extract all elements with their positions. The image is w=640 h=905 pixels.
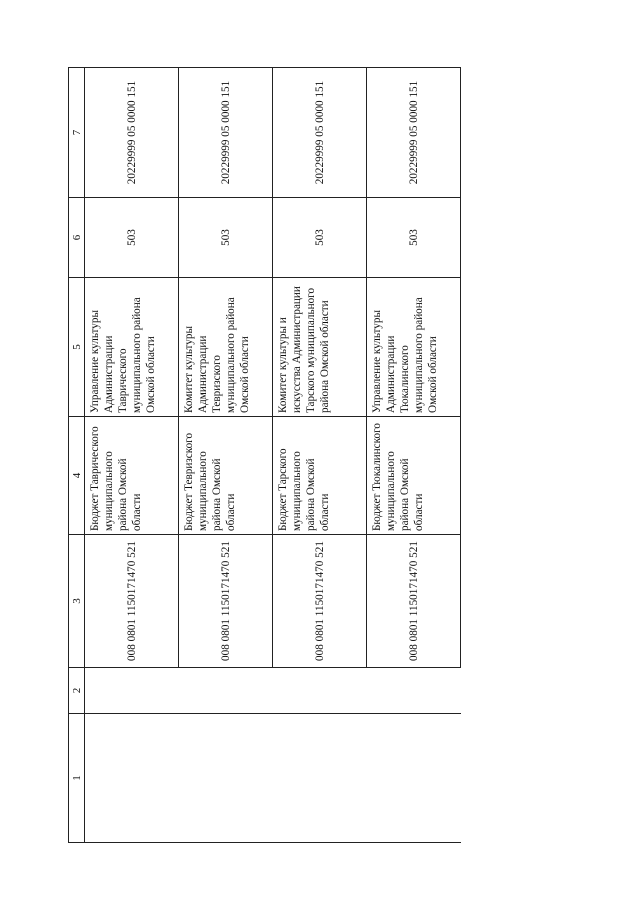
number-cell: 503: [273, 198, 367, 278]
recipient-cell: Управление культуры Администрации Тюкалинского муниципального района Омской области: [367, 278, 461, 417]
table-row: [85, 68, 179, 843]
code-cell: 008 0801 1150171470 521: [179, 535, 273, 668]
recipient-cell: Комитет культуры Администрации Тевризского муниципального района Омской области: [179, 278, 273, 417]
code-cell: 008 0801 1150171470 521: [273, 535, 367, 668]
code-cell: 008 0801 1150171470 521: [367, 535, 461, 668]
number-cell: 503: [85, 198, 179, 278]
budget-cell: Бюджет Тарского муниципального района Омской области: [273, 417, 367, 535]
empty-cell-col1: [85, 714, 461, 843]
kbk-cell: 20229999 05 0000 151: [85, 68, 179, 198]
budget-cell: Бюджет Тевризского муниципального района Омской области: [179, 417, 273, 535]
header-cell-2: 2: [69, 668, 85, 714]
header-cell-5: 5: [69, 278, 85, 417]
header-cell-7: 7: [69, 68, 85, 198]
header-row: [69, 68, 85, 843]
number-cell: 503: [367, 198, 461, 278]
number-cell: 503: [179, 198, 273, 278]
code-cell: 008 0801 1150171470 521: [85, 535, 179, 668]
budget-table: [68, 67, 461, 843]
header-cell-6: 6: [69, 198, 85, 278]
budget-cell: Бюджет Таврического муниципального района Омской области: [85, 417, 179, 535]
budget-cell: Бюджет Тюкалинского муниципального района Омской области: [367, 417, 461, 535]
header-cell-1: 1: [69, 714, 85, 843]
rotated-table-container: [68, 68, 508, 843]
header-cell-4: 4: [69, 417, 85, 535]
header-cell-3: 3: [69, 535, 85, 668]
kbk-cell: 20229999 05 0000 151: [179, 68, 273, 198]
kbk-cell: 20229999 05 0000 151: [367, 68, 461, 198]
recipient-cell: Комитет культуры и искусства Администрации Тарского муниципального района Омской области: [273, 278, 367, 417]
kbk-cell: 20229999 05 0000 151: [273, 68, 367, 198]
empty-cell-col2: [85, 668, 461, 714]
recipient-cell: Управление культуры Администрации Таврического муниципального района Омской области: [85, 278, 179, 417]
